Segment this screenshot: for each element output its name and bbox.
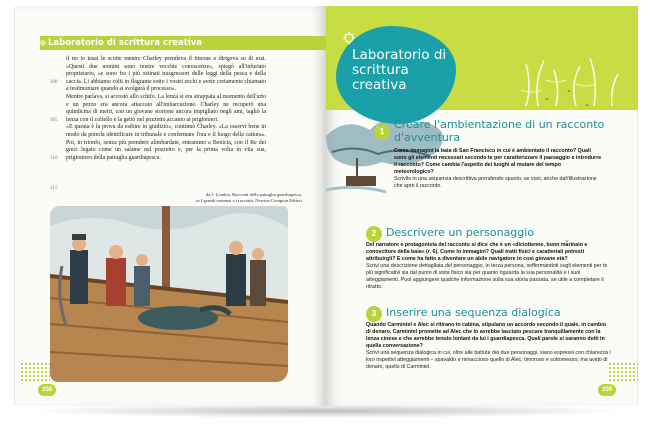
paragraph: il no io tesai le scotte mentre Charley prendeva il timone e dirigeva su di essi. «Questi due uomini sono nostre vecchie conoscenze», spiegò all'infuriato proprietario, «e sono fra i più ostinati trasgressori delle leggi della pesca e della caccia. Li abbiamo colti in flagrante sotto i vostri occhi e avete certamente chiamato a testimoniare quando si svolgerà il processo». [66, 56, 266, 93]
seagull-icon: ⌄ [564, 237, 570, 244]
open-book [14, 6, 638, 414]
lab-title: Laboratorio di scrittura creativa [352, 47, 447, 93]
paragraph: «E questa è la prova da esibire in giudizio», continuò Charley. «La osservi bene in modo da poterla identificare in tribunale e confermare l'ora e il luogo della cattura». Poi, in trionfo, senza più prendere alimbardate, entrammo a Benicia, con il Re dei greci legato come un salame nel pozzetto e, per la prima volta in vita sua, prigioniero della pattuglia guardiapesca. [66, 124, 266, 161]
line-number: 315 [50, 186, 58, 191]
line-number: 300 [50, 80, 58, 85]
reeds-illustration [516, 50, 626, 106]
story-illustration [50, 206, 288, 382]
page-number: 258 [38, 384, 56, 396]
line-number: 310 [50, 156, 58, 161]
section-title: Descrivere un personaggio [386, 226, 535, 239]
decorative-dots [20, 362, 50, 382]
section-body [366, 322, 612, 371]
line-number: 305 [50, 118, 58, 123]
section-question: Del narratore e protagonista del racconto si dice che è un «diciottenne, buon marinaio e conoscitore della baia» (r. 6). Come lo immagini? Quali tratti fisici e caratteriali potresti attribuirgli? E come ha fatto a diventare un abile navigatore in così giovane età? [366, 242, 588, 262]
running-header: Laboratorio di scrittura creativa [48, 38, 203, 48]
section-number: 1 [374, 124, 390, 140]
lightbulb-icon [342, 32, 356, 46]
page-number: 259 [598, 384, 616, 396]
section-body [366, 242, 612, 291]
seagull-icon: ⌄ [544, 95, 550, 102]
boat-scene-illustration [50, 206, 288, 382]
source-caption [134, 192, 302, 204]
section-number: 3 [366, 306, 382, 322]
section-question: Come immagini la baia di San Francisco in cui è ambientato il racconto? Quali sono gli elementi necessari secondo te per caratterizzare il paesaggio e introdurre il racconto? Come cambia l'aspetto dei luoghi al mutare del tempo meteorologico? [394, 148, 602, 175]
section-body [394, 148, 602, 190]
section-instruction: Scrivi una sequenza dialogica in cui, oltre alle battute dei due personaggi, siano espressi con chiarezza i loro rispettivi atteggiamenti – spavaldo e minaccioso quello di Alec, timoroso e sottomesso, ma avido di denaro, quello di Carmintel. [366, 350, 611, 370]
seagull-icon: ⌄ [566, 87, 572, 94]
paragraph: Mentre parlava, si accostò allo schifo. La lenza si era strappata al momento dell'urto e un pezzo era ancora attaccato all'imbarcazione. Charley ne recuperò una quindicina di metri, con un giovane storione ancora impigliato negli ami, tagliò la lenza con il coltello e la gettò nel pozzetto accanto ai prigionieri. [66, 93, 266, 123]
section-title: Creare l'ambientazione di un racconto d'avventura [394, 118, 605, 144]
section-number: 2 [366, 226, 382, 242]
section-instruction: Scrivilo in una sequenza descrittiva prendendo spunto, se vuoi, anche dall'illustrazione che apre il racconto. [394, 176, 597, 189]
right-page [326, 6, 638, 406]
decorative-dots [608, 362, 638, 382]
left-page [14, 6, 326, 406]
caption-line: da J. London, Racconti della pattuglia guardiapesca, [205, 192, 302, 197]
caption-line: in I grandi romanzi e i racconti, Newton Compton Editori [196, 198, 302, 203]
story-text [66, 56, 266, 162]
seagull-icon: ⌄ [584, 101, 590, 108]
section-title: Inserire una sequenza dialogica [386, 306, 561, 319]
section-instruction: Scrivi una descrizione dettagliata del personaggio, in terza persona, soffermandoti sugli elementi per te più significativi sia dal punto di vista fisico sia per quanto riguarda la sua personalità e i suoi atteggiamenti. Puoi aggiungere qualche informazione sulla sua storia passata, se utile a completare il ritratto. [366, 263, 608, 290]
section-question: Quando Carmintel e Alec si ritirano in cabina, stipulano un accordo secondo il quale, in cambio di denaro, Carmintel promette ad Alec che lo avrebbe lasciato pescare tranquillamente con la lenza cinese e che avrebbe tenuto lontani da lui i guardiapesca. Quali parole si saranno detti in quella conversazione? [366, 322, 606, 349]
header-dot [40, 40, 46, 46]
page-edges [14, 9, 15, 405]
